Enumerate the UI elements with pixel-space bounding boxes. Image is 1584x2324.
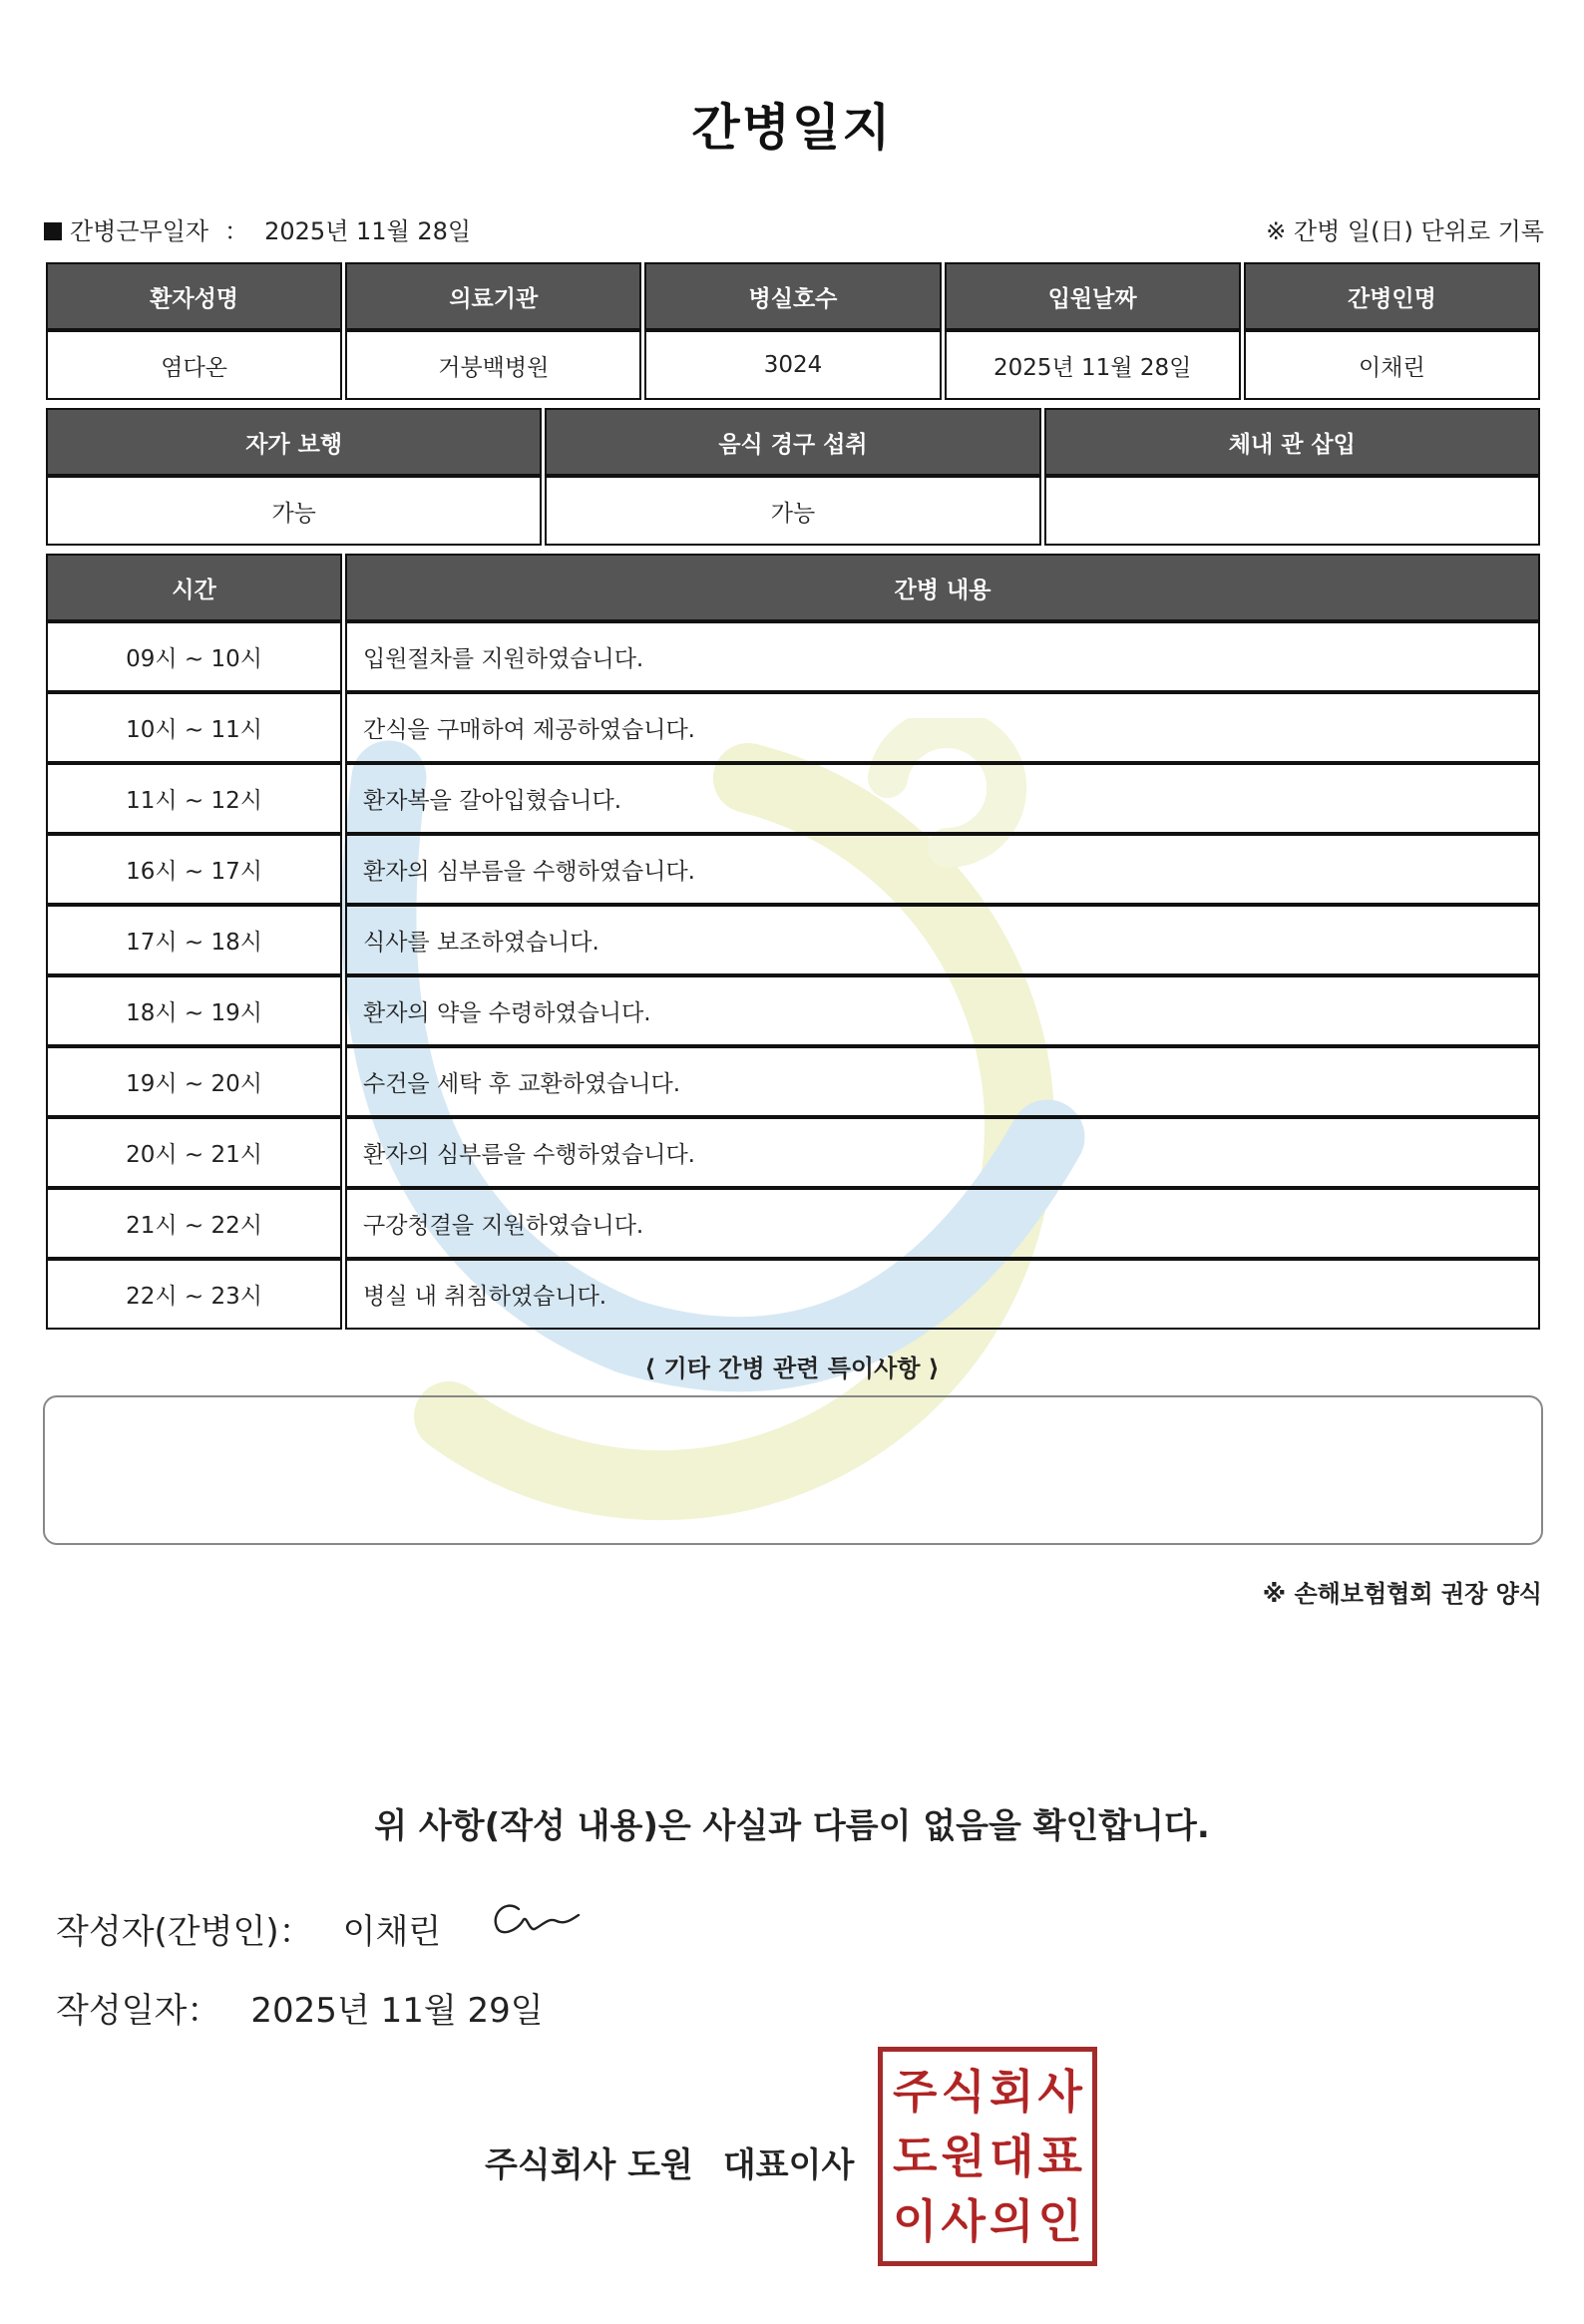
time-cell: 22시 ~ 23시 bbox=[46, 1259, 342, 1330]
content-cell: 입원절차를 지원하였습니다. bbox=[345, 621, 1540, 692]
time-cell: 21시 ~ 22시 bbox=[46, 1188, 342, 1259]
header-care-content: 간병 내용 bbox=[345, 554, 1540, 621]
seal-char: 회 bbox=[990, 2065, 1034, 2120]
content-cell: 간식을 구매하여 제공하였습니다. bbox=[345, 692, 1540, 763]
time-cell: 20시 ~ 21시 bbox=[46, 1117, 342, 1188]
patient-info-table bbox=[43, 262, 1543, 400]
confirmation-statement: 위 사항(작성 내용)은 사실과 다름이 없음을 확인합니다. bbox=[374, 1806, 1210, 1846]
seal-char: 의 bbox=[990, 2193, 1034, 2248]
work-date-label: 간병근무일자 bbox=[70, 217, 209, 245]
header-hospital: 의료기관 bbox=[345, 262, 641, 330]
header-time: 시간 bbox=[46, 554, 342, 621]
header-caregiver-name: 간병인명 bbox=[1244, 262, 1540, 330]
tube-insertion bbox=[1044, 476, 1540, 546]
table-row bbox=[46, 1117, 1540, 1188]
table-row bbox=[46, 834, 1540, 905]
written-date-label: 작성일자： bbox=[56, 1991, 221, 2031]
content-cell: 수건을 세탁 후 교환하였습니다. bbox=[345, 1046, 1540, 1117]
remarks-box bbox=[43, 1395, 1543, 1545]
writer-name: 이채린 bbox=[342, 1912, 442, 1952]
seal-char: 식 bbox=[941, 2065, 986, 2120]
table-row bbox=[46, 1046, 1540, 1117]
patient-status-table bbox=[43, 408, 1543, 546]
time-cell: 18시 ~ 19시 bbox=[46, 975, 342, 1046]
seal-char: 인 bbox=[1037, 2193, 1082, 2248]
square-bullet-icon bbox=[44, 222, 62, 240]
seal-char: 도 bbox=[893, 2129, 938, 2183]
table-row bbox=[46, 621, 1540, 692]
header-admission-date: 입원날짜 bbox=[945, 262, 1241, 330]
company-line bbox=[485, 2137, 854, 2186]
header-room-number: 병실호수 bbox=[644, 262, 941, 330]
seal-char: 표 bbox=[1037, 2129, 1082, 2183]
company-name: 주식회사 도원 bbox=[485, 2145, 693, 2185]
table-row bbox=[46, 692, 1540, 763]
content-cell: 환자복을 갈아입혔습니다. bbox=[345, 763, 1540, 834]
work-date-value: 2025년 11월 28일 bbox=[264, 217, 472, 245]
table-row bbox=[46, 1188, 1540, 1259]
record-note: ※ 간병 일(日) 단위로 기록 bbox=[1266, 217, 1544, 245]
header-patient-name: 환자성명 bbox=[46, 262, 342, 330]
content-cell: 식사를 보조하였습니다. bbox=[345, 905, 1540, 975]
care-log-table bbox=[43, 554, 1543, 1330]
time-cell: 09시 ~ 10시 bbox=[46, 621, 342, 692]
self-walking: 가능 bbox=[46, 476, 542, 546]
oral-intake: 가능 bbox=[545, 476, 1040, 546]
time-cell: 10시 ~ 11시 bbox=[46, 692, 342, 763]
seal-char: 원 bbox=[941, 2129, 986, 2183]
company-seal-stamp bbox=[878, 2047, 1097, 2266]
content-cell: 환자의 심부름을 수행하였습니다. bbox=[345, 834, 1540, 905]
hospital: 거붕백병원 bbox=[345, 330, 641, 400]
signature-icon bbox=[487, 1895, 587, 1945]
seal-char: 이 bbox=[893, 2193, 938, 2248]
content-cell: 환자의 약을 수령하였습니다. bbox=[345, 975, 1540, 1046]
table-row bbox=[46, 763, 1540, 834]
time-cell: 16시 ~ 17시 bbox=[46, 834, 342, 905]
content-cell: 환자의 심부름을 수행하였습니다. bbox=[345, 1117, 1540, 1188]
seal-char: 주 bbox=[893, 2065, 938, 2120]
header-oral-intake: 음식 경구 섭취 bbox=[545, 408, 1040, 476]
seal-char: 사 bbox=[1037, 2065, 1082, 2120]
time-cell: 19시 ~ 20시 bbox=[46, 1046, 342, 1117]
caregiver-name: 이채린 bbox=[1244, 330, 1540, 400]
form-note: ※ 손해보험협회 권장 양식 bbox=[1262, 1580, 1542, 1608]
work-date bbox=[44, 211, 471, 246]
patient-name: 염다온 bbox=[46, 330, 342, 400]
admission-date: 2025년 11월 28일 bbox=[945, 330, 1241, 400]
written-date-line bbox=[56, 1983, 544, 2032]
written-date-value: 2025년 11월 29일 bbox=[250, 1991, 544, 2031]
writer-line bbox=[56, 1904, 441, 1953]
header-tube-insertion: 체내 관 삽입 bbox=[1044, 408, 1540, 476]
remarks-title: ⟨ 기타 간병 관련 특이사항 ⟩ bbox=[644, 1355, 940, 1382]
work-date-colon: ： bbox=[224, 217, 249, 245]
table-row bbox=[46, 975, 1540, 1046]
table-row bbox=[46, 1259, 1540, 1330]
page-title: 간병일지 bbox=[691, 99, 893, 157]
content-cell: 구강청결을 지원하였습니다. bbox=[345, 1188, 1540, 1259]
room-number: 3024 bbox=[644, 330, 941, 400]
company-title: 대표이사 bbox=[722, 2145, 855, 2185]
header-self-walking: 자가 보행 bbox=[46, 408, 542, 476]
seal-char: 사 bbox=[941, 2193, 986, 2248]
writer-label: 작성자(간병인)： bbox=[56, 1912, 313, 1952]
content-cell: 병실 내 취침하였습니다. bbox=[345, 1259, 1540, 1330]
seal-char: 대 bbox=[990, 2129, 1034, 2183]
table-row bbox=[46, 905, 1540, 975]
time-cell: 11시 ~ 12시 bbox=[46, 763, 342, 834]
time-cell: 17시 ~ 18시 bbox=[46, 905, 342, 975]
